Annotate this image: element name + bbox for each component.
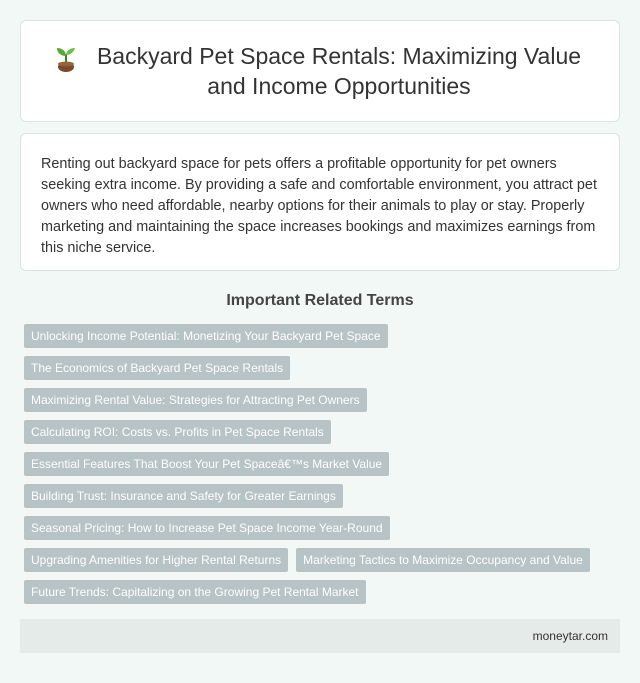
- page-title: Backyard Pet Space Rentals: Maximizing Value and Income Opportunities: [96, 43, 582, 99]
- related-terms-heading: Important Related Terms: [226, 292, 414, 309]
- related-terms-list: [24, 324, 620, 612]
- footer-brand[interactable]: moneytar.com: [532, 629, 608, 643]
- sprout-icon: [51, 43, 81, 73]
- intro-card: [20, 133, 620, 271]
- term-tag[interactable]: Unlocking Income Potential: Monetizing Your Backyard Pet Space: [24, 324, 388, 348]
- intro-text: Renting out backyard space for pets offers a profitable opportunity for pet owners seeking extra income. By providing a safe and comfortable environment, you attract pet owners who need affordable, nearby options for their animals to play or stay. Properly marketing and maintaining the space increases bookings and maximizes earnings from this niche service.: [41, 156, 597, 256]
- footer: [20, 619, 620, 653]
- term-tag[interactable]: The Economics of Backyard Pet Space Rentals: [24, 356, 290, 380]
- term-tag[interactable]: Building Trust: Insurance and Safety for Greater Earnings: [24, 484, 343, 508]
- term-tag[interactable]: Essential Features That Boost Your Pet Spaceâ€™s Market Value: [24, 452, 389, 476]
- header-inner: [51, 41, 589, 101]
- term-tag[interactable]: Upgrading Amenities for Higher Rental Returns: [24, 548, 288, 572]
- term-tag[interactable]: Maximizing Rental Value: Strategies for Attracting Pet Owners: [24, 388, 367, 412]
- term-tag[interactable]: Calculating ROI: Costs vs. Profits in Pet Space Rentals: [24, 420, 331, 444]
- term-tag[interactable]: Seasonal Pricing: How to Increase Pet Space Income Year-Round: [24, 516, 390, 540]
- term-tag[interactable]: Future Trends: Capitalizing on the Growing Pet Rental Market: [24, 580, 366, 604]
- header-card: [20, 20, 620, 122]
- term-tag[interactable]: Marketing Tactics to Maximize Occupancy and Value: [296, 548, 590, 572]
